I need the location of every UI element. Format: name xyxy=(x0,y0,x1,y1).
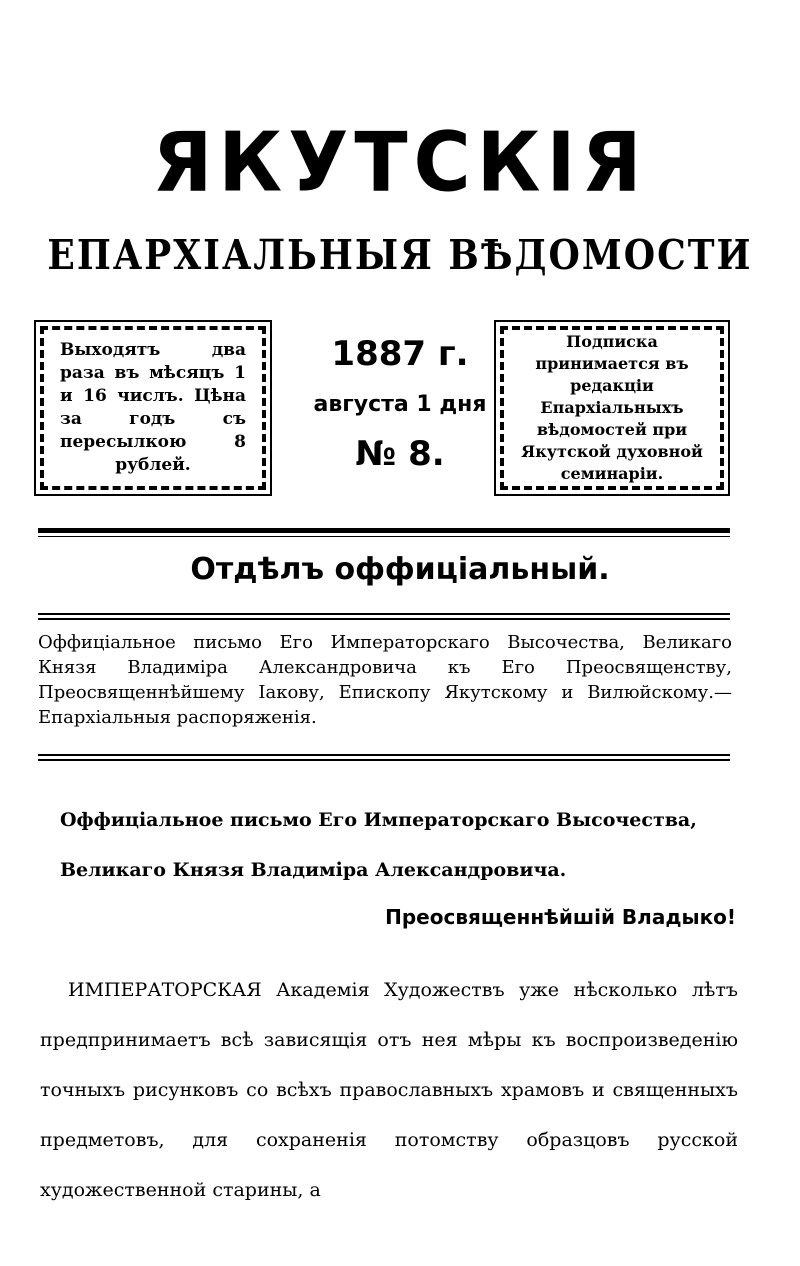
journal-title: ЯКУТСКІЯ xyxy=(152,115,648,211)
section-contents: Оффиціальное письмо Его Императорскаго Высочества, Великаго Князя Владиміра Александровича къ Его Преосвященству, Преосвященнѣйшему Іакову, Епископу Якутскому и Вилюйскому.— Епархіальныя распоряженія. xyxy=(38,632,732,728)
divider-contents-top-1 xyxy=(38,613,730,615)
divider-contents-bottom-1 xyxy=(38,754,730,756)
divider-thick-top xyxy=(38,528,730,533)
issue-number: № 8. xyxy=(355,434,445,474)
subscription-info-text: Подписка принимается въ редакціи Епархіальныхъ вѣдомостей при Якутской духовной семинаріи. xyxy=(521,332,703,483)
publication-info-text: Выходятъ два раза въ мѣсяцъ 1 и 16 числъ. Цѣна за годъ съ пересылкою 8 рублей. xyxy=(60,340,246,475)
letter-title-line-1: Оффиціальное письмо Его Императорскаго Высочества, xyxy=(60,809,697,831)
letter-title-line-2: Великаго Князя Владиміра Александровича. xyxy=(60,859,567,881)
subscription-info-box xyxy=(500,326,724,490)
journal-subtitle: ЕПАРХІАЛЬНЫЯ ВѢДОМОСТИ xyxy=(47,230,753,280)
issue-date: августа 1 дня xyxy=(313,392,487,417)
letter-greeting: Преосвященнѣйшій Владыко! xyxy=(385,905,736,929)
publication-info-box xyxy=(40,326,266,490)
divider-thin-top xyxy=(38,536,730,537)
section-title: Отдѣлъ оффиціальный. xyxy=(190,552,610,587)
divider-contents-bottom-2 xyxy=(38,759,730,761)
letter-body: ИМПЕРАТОРСКАЯ Академія Художествъ уже нѣсколько лѣтъ предпринимаетъ всѣ зависящія отъ нея мѣры къ воспроизведенію точныхъ рисунковъ со всѣхъ православныхъ храмовъ и священныхъ предметовъ, для сохраненія потомству образцовъ русской художественной старины, а xyxy=(40,979,738,1201)
divider-contents-top-2 xyxy=(38,618,730,620)
issue-year: 1887 г. xyxy=(331,334,469,374)
letter-title xyxy=(60,795,730,895)
